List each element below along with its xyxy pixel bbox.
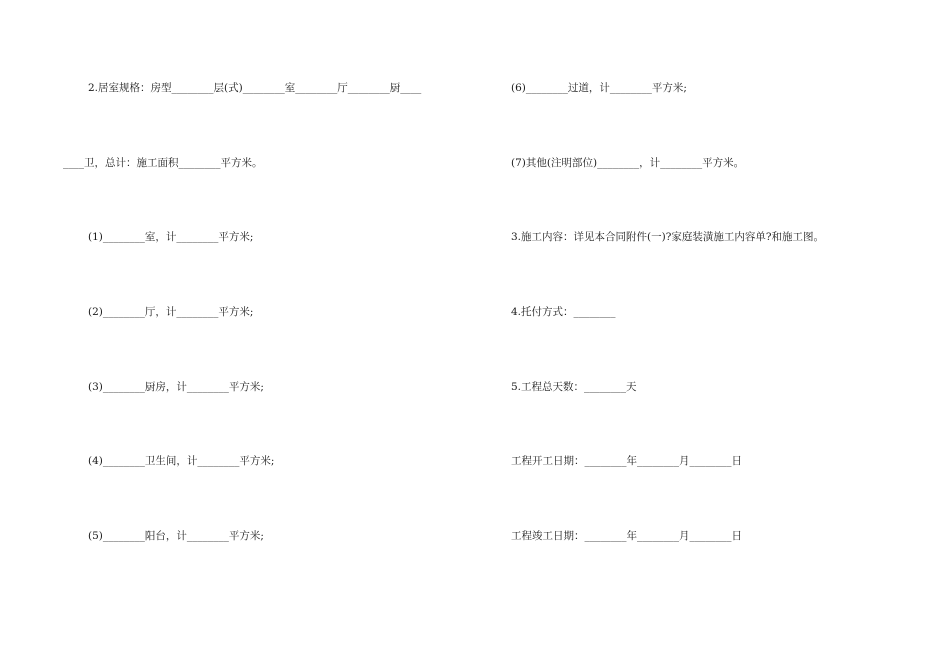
start-date-line: 工程开工日期：________年________月________日 — [511, 455, 742, 467]
room-item-3: (3)________厨房，计________平方米; — [88, 381, 264, 393]
room-item-6: (6)________过道，计________平方米; — [511, 82, 687, 94]
room-item-2: (2)________厅，计________平方米; — [88, 306, 254, 318]
room-item-1: (1)________室，计________平方米; — [88, 231, 254, 243]
room-item-7: (7)其他(注明部位)________，计________平方米。 — [511, 157, 745, 169]
room-spec-continued-line: ____卫，总计：施工面积________平方米。 — [63, 157, 263, 169]
end-date-line: 工程竣工日期：________年________月________日 — [511, 530, 742, 542]
room-spec-line: 2.居室规格：房型________层(式)________室________厅________厨____ — [88, 82, 422, 94]
total-days-line: 5.工程总天数：________天 — [511, 381, 637, 393]
room-item-5: (5)________阳台，计________平方米; — [88, 530, 264, 542]
payment-method-line: 4.托付方式：________ — [511, 306, 616, 318]
room-item-4: (4)________卫生间，计________平方米; — [88, 455, 275, 467]
construction-content-line: 3.施工内容：详见本合同附件(一)?家庭装潢施工内容单?和施工图。 — [511, 231, 824, 243]
